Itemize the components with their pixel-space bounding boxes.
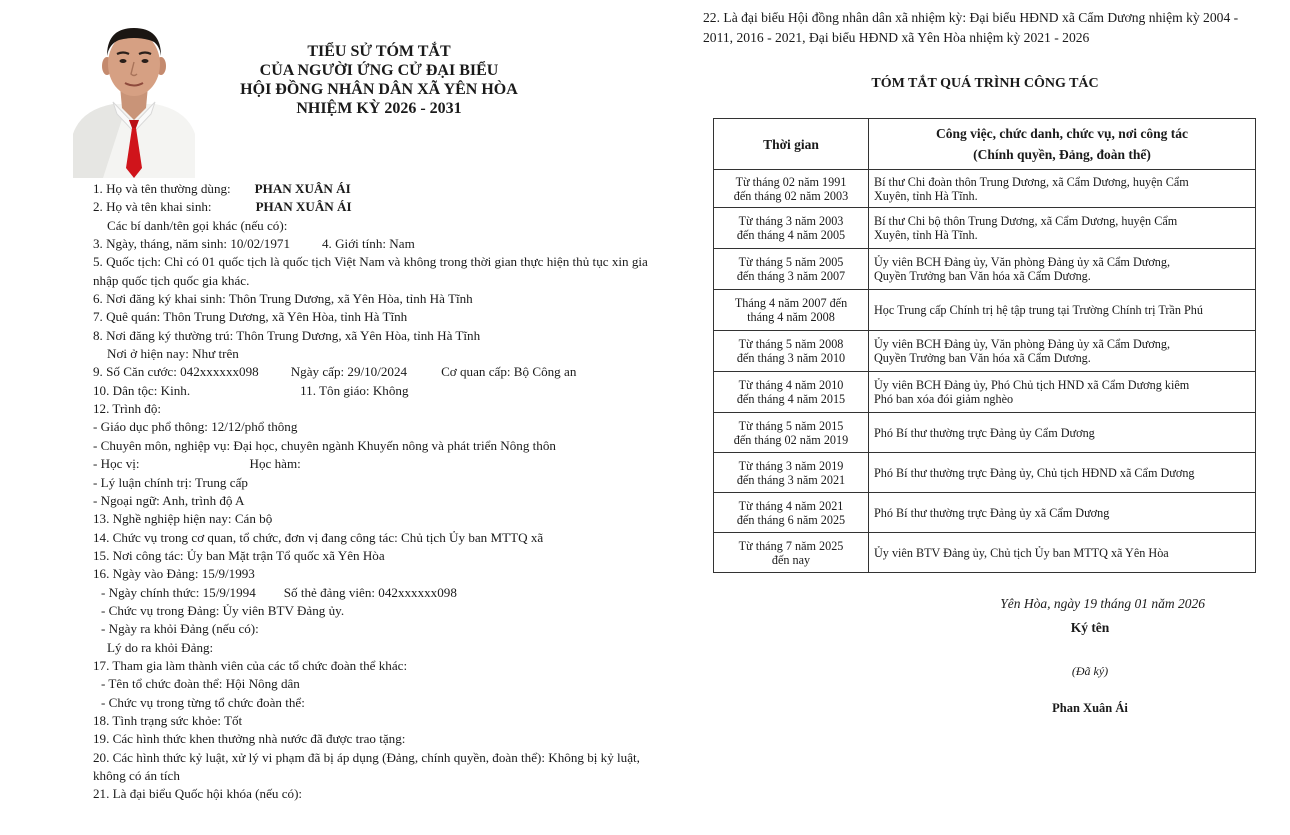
bio-workplace: 15. Nơi công tác: Ủy ban Mặt trận Tổ quốc xã Yên Hòa [93, 547, 385, 563]
row-work [869, 372, 1256, 413]
academic-title: Học hàm: [249, 456, 301, 472]
work-line-1: Phó Bí thư thường trực Đảng ủy Cẩm Dương [874, 425, 1095, 440]
time-line-1: Từ tháng 5 năm 2015 [738, 418, 844, 433]
common-name-label: 1. Họ và tên thường dùng: [93, 181, 231, 196]
title-line-4: NHIỆM KỲ 2026 - 2031 [296, 100, 462, 117]
table-row [714, 453, 1256, 493]
bio-party-join-date: 16. Ngày vào Đảng: 15/9/1993 [93, 566, 255, 582]
bio-current-residence: Nơi ở hiện nay: Như trên [107, 346, 239, 362]
bio-organization-name: - Tên tổ chức đoàn thể: Hội Nông dân [101, 676, 300, 692]
bio-degree-title [93, 455, 683, 473]
work-line-2: Quyền Trưởng ban Văn hóa xã Cẩm Dương. [874, 351, 1091, 365]
time-line-1: Từ tháng 7 năm 2025 [738, 538, 844, 553]
table-row [714, 290, 1256, 331]
bio-specialization: - Chuyên môn, nghiệp vụ: Đại học, chuyên ngành Khuyến nông và phát triển Nông thôn [93, 437, 556, 453]
time-line-1: Từ tháng 4 năm 2021 [738, 498, 844, 513]
row-time [714, 453, 869, 493]
signature-label: Ký tên [1070, 620, 1110, 635]
bio-organization-role: - Chức vụ trong từng tổ chức đoàn thể: [101, 694, 305, 710]
time-line-1: Từ tháng 3 năm 2003 [738, 214, 844, 228]
work-line-1: Bí thư Chi bộ thôn Trung Dương, xã Cẩm Dương, huyện Cẩm [874, 214, 1178, 228]
header-work [869, 119, 1256, 170]
bio-ethnicity-religion [93, 382, 683, 400]
row-time [714, 493, 869, 533]
work-line-1: Phó Bí thư thường trực Đảng ủy, Chủ tịch HĐND xã Cẩm Dương [874, 465, 1195, 480]
bio-council-terms: 22. Là đại biểu Hội đồng nhân dân xã nhiệm kỳ: Đại biểu HĐND xã Cẩm Dương nhiệm kỳ 2004 - 2011, 2016 - 2021, Đại biểu HĐND xã Yên Hòa nhiệm kỳ 2021 - 2026 [703, 10, 1239, 45]
time-line-2: đến nay [771, 552, 811, 567]
bio-party-leave-reason: Lý do ra khỏi Đảng: [107, 639, 214, 655]
table-row [714, 493, 1256, 533]
row-work [869, 208, 1256, 249]
row-time [714, 413, 869, 453]
signature-signed-note: (Đã ký) [1071, 664, 1109, 678]
work-line-2: Phó ban xóa đói giảm nghèo [874, 392, 1014, 406]
birth-name-value: PHAN XUÂN ÁI [255, 199, 352, 215]
bio-party-official [93, 584, 683, 602]
row-time [714, 208, 869, 249]
gender: 4. Giới tính: Nam [322, 236, 415, 252]
bio-party-leave-date: - Ngày ra khỏi Đảng (nếu có): [101, 621, 259, 637]
bio-occupation: 13. Nghề nghiệp hiện nay: Cán bộ [93, 511, 273, 527]
table-row [714, 533, 1256, 573]
id-issuer: Cơ quan cấp: Bộ Công an [441, 364, 577, 380]
work-line-1: Ủy viên BTV Đảng ủy, Chủ tịch Ủy ban MTTQ xã Yên Hòa [874, 545, 1169, 560]
bio-id-card [93, 363, 683, 381]
dob: 3. Ngày, tháng, năm sinh: 10/02/1971 [93, 236, 290, 252]
row-time [714, 249, 869, 290]
portrait-image [73, 16, 195, 178]
bio-permanent-residence: 8. Nơi đăng ký thường trú: Thôn Trung Dương, xã Yên Hòa, tỉnh Hà Tĩnh [93, 327, 481, 343]
party-card-number: Số thẻ đảng viên: 042xxxxxx098 [283, 584, 457, 600]
party-official-date: - Ngày chính thức: 15/9/1994 [101, 584, 256, 600]
bio-foreign-language: - Ngoại ngữ: Anh, trình độ A [93, 492, 245, 508]
time-line-1: Tháng 4 năm 2007 đến [734, 296, 848, 310]
religion: 11. Tôn giáo: Không [300, 382, 409, 398]
career-table [713, 118, 1256, 573]
row-work [869, 331, 1256, 372]
work-line-1: Ủy viên BCH Đảng ủy, Văn phòng Đảng ủy xã Cẩm Dương, [874, 337, 1171, 351]
bio-general-education: - Giáo dục phổ thông: 12/12/phổ thông [93, 419, 298, 435]
bio-nationality: 5. Quốc tịch: Chỉ có 01 quốc tịch là quốc tịch Việt Nam và không trong thời gian thực hiện thủ tục xin gia nhập quốc tịch quốc gia khác. [93, 254, 648, 288]
document-title [200, 42, 558, 118]
career-section-title: TÓM TẮT QUÁ TRÌNH CÔNG TÁC [871, 76, 1099, 91]
time-line-2: đến tháng 02 năm 2003 [733, 188, 849, 203]
common-name-value: PHAN XUÂN ÁI [254, 181, 351, 196]
row-time [714, 533, 869, 573]
bio-alias: Các bí danh/tên gọi khác (nếu có): [107, 217, 288, 233]
time-line-2: đến tháng 3 năm 2021 [736, 472, 846, 487]
row-time [714, 372, 869, 413]
bio-hometown: 7. Quê quán: Thôn Trung Dương, xã Yên Hòa, tỉnh Hà Tĩnh [93, 309, 408, 325]
time-line-1: Từ tháng 4 năm 2010 [738, 378, 844, 392]
work-line-1: Phó Bí thư thường trực Đảng ủy xã Cẩm Dương [874, 505, 1110, 520]
row-work [869, 413, 1256, 453]
bio-health: 18. Tình trạng sức khỏe: Tốt [93, 712, 243, 728]
bio-national-assembly: 21. Là đại biểu Quốc hội khóa (nếu có): [93, 786, 303, 802]
career-table-header [714, 119, 1256, 170]
table-row [714, 249, 1256, 290]
row-time [714, 290, 869, 331]
time-line-1: Từ tháng 3 năm 2019 [738, 458, 844, 473]
bio-awards: 19. Các hình thức khen thưởng nhà nước đã được trao tặng: [93, 731, 406, 747]
header-work-line-1: Công việc, chức danh, chức vụ, nơi công tác [935, 126, 1189, 141]
table-row [714, 170, 1256, 208]
right-page [695, 0, 1290, 835]
bio-party-position: - Chức vụ trong Đảng: Ủy viên BTV Đảng ủy. [101, 602, 345, 618]
signature-name: Phan Xuân Ái [1052, 701, 1128, 715]
table-row [714, 208, 1256, 249]
time-line-2: đến tháng 6 năm 2025 [736, 512, 846, 527]
bio-qualifications-heading: 12. Trình độ: [93, 401, 162, 417]
table-row [714, 372, 1256, 413]
time-line-2: đến tháng 02 năm 2019 [733, 432, 849, 447]
time-line-1: Từ tháng 5 năm 2008 [738, 337, 844, 351]
row-work [869, 533, 1256, 573]
time-line-2: đến tháng 4 năm 2015 [736, 392, 846, 406]
bio-dob-gender [93, 235, 683, 253]
row-work [869, 170, 1256, 208]
row-work [869, 249, 1256, 290]
ethnicity: 10. Dân tộc: Kinh. [93, 382, 191, 398]
bio-birth-name [93, 198, 683, 216]
row-time [714, 170, 869, 208]
time-line-1: Từ tháng 02 năm 1991 [735, 174, 847, 189]
row-work [869, 453, 1256, 493]
signature-date: Yên Hòa, ngày 19 tháng 01 năm 2026 [1000, 596, 1205, 611]
table-row [714, 413, 1256, 453]
id-number: 9. Số Căn cước: 042xxxxxx098 [93, 364, 259, 380]
row-work [869, 493, 1256, 533]
work-line-1: Ủy viên BCH Đảng ủy, Văn phòng Đảng ủy xã Cẩm Dương, [874, 255, 1171, 269]
degree: - Học vị: [93, 456, 140, 472]
work-line-1: Học Trung cấp Chính trị hệ tập trung tại Trường Chính trị Trần Phú [874, 303, 1203, 317]
header-time: Thời gian [714, 119, 869, 170]
work-line-2: Quyền Trưởng ban Văn hóa xã Cẩm Dương. [874, 269, 1091, 283]
biography-list [93, 180, 683, 804]
time-line-2: đến tháng 3 năm 2007 [736, 269, 846, 283]
bio-birth-registration: 6. Nơi đăng ký khai sinh: Thôn Trung Dương, xã Yên Hòa, tỉnh Hà Tĩnh [93, 291, 473, 307]
work-line-1: Ủy viên BCH Đảng ủy, Phó Chủ tịch HND xã Cẩm Dương kiêm [874, 378, 1190, 392]
bio-political-theory: - Lý luận chính trị: Trung cấp [93, 474, 248, 490]
bio-discipline: 20. Các hình thức kỷ luật, xử lý vi phạm đã bị áp dụng (Đảng, chính quyền, đoàn thể): Không bị kỷ luật, không có án tích [93, 749, 640, 783]
header-work-line-2: (Chính quyền, Đảng, đoàn thể) [973, 147, 1151, 162]
title-line-2: CỦA NGƯỜI ỨNG CỬ ĐẠI BIỂU [259, 62, 499, 79]
birth-name-label: 2. Họ và tên khai sinh: [93, 199, 212, 215]
row-time [714, 331, 869, 372]
bio-organizations: 17. Tham gia làm thành viên của các tổ chức đoàn thể khác: [93, 657, 408, 673]
bio-common-name [93, 180, 683, 198]
work-line-2: Xuyên, tỉnh Hà Tĩnh. [874, 228, 978, 242]
time-line-1: Từ tháng 5 năm 2005 [738, 255, 844, 269]
id-issue-date: Ngày cấp: 29/10/2024 [290, 364, 408, 380]
bio-position: 14. Chức vụ trong cơ quan, tổ chức, đơn vị đang công tác: Chủ tịch Ủy ban MTTQ xã [93, 529, 544, 545]
row-work [869, 290, 1256, 331]
time-line-2: đến tháng 4 năm 2005 [736, 228, 846, 242]
table-row [714, 331, 1256, 372]
signature-block [1015, 620, 1165, 716]
work-line-1: Bí thư Chi đoàn thôn Trung Dương, xã Cẩm Dương, huyện Cẩm [874, 174, 1189, 189]
time-line-2: đến tháng 3 năm 2010 [736, 351, 846, 365]
work-line-2: Xuyên, tỉnh Hà Tĩnh. [874, 188, 978, 203]
candidate-photo [73, 16, 195, 178]
time-line-2: tháng 4 năm 2008 [747, 310, 835, 324]
title-line-1: TIỂU SỬ TÓM TẮT [307, 43, 451, 60]
title-line-3: HỘI ĐỒNG NHÂN DÂN XÃ YÊN HÒA [240, 81, 518, 98]
